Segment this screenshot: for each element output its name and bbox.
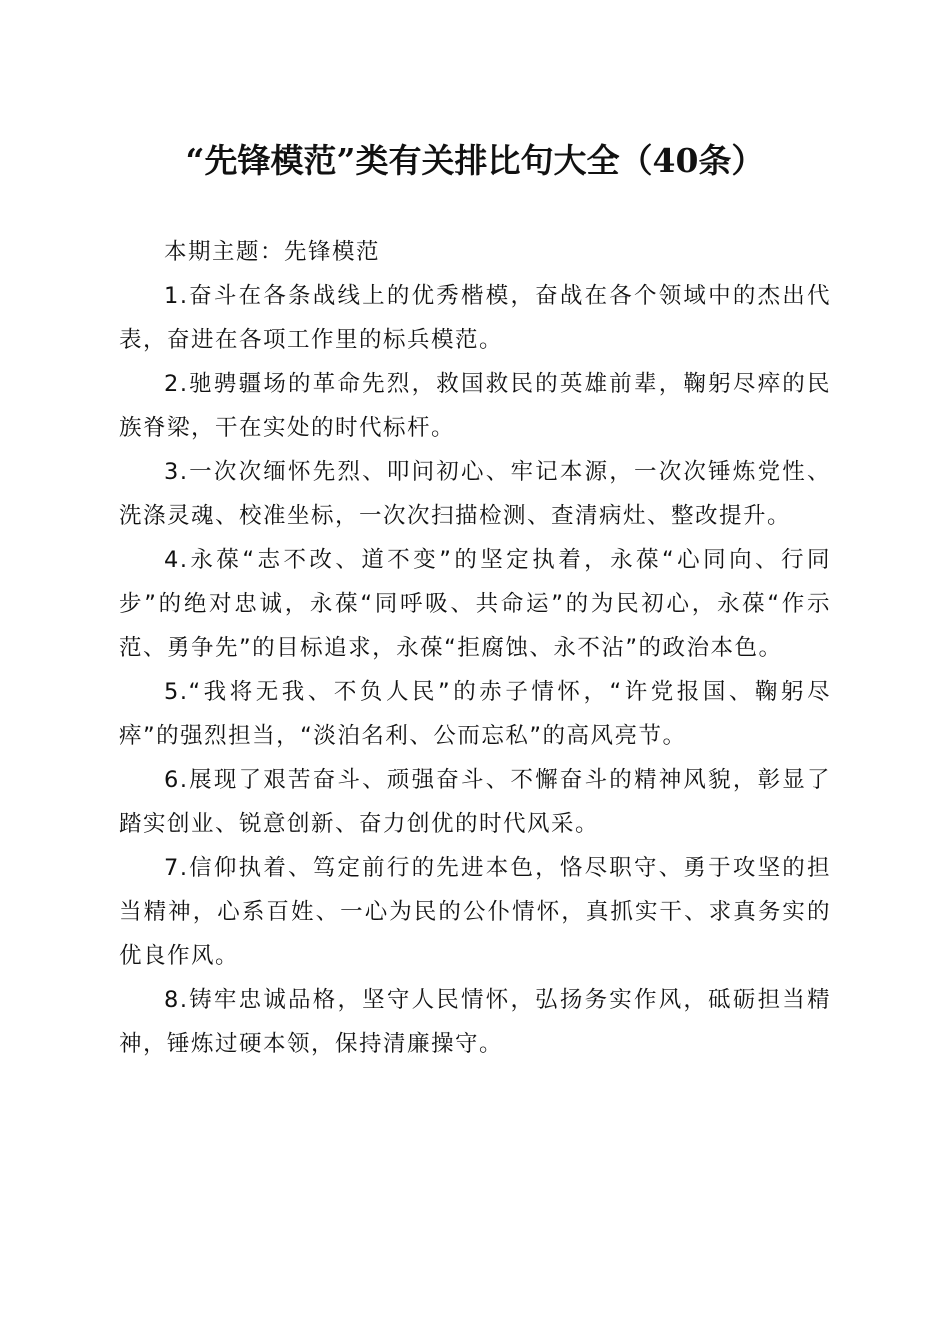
paragraph-4: 4.永葆“志不改、道不变”的坚定执着，永葆“心同向、行同步”的绝对忠诚，永葆“同呼吸、共命运”的为民初心，永葆“作示范、勇争先”的目标追求，永葆“拒腐蚀、永不沾”的政治本色。	[119, 547, 831, 661]
document-body	[119, 230, 831, 1066]
paragraph-2: 2.驰骋疆场的革命先烈，救国救民的英雄前辈，鞠躬尽瘁的民族脊梁，干在实处的时代标杆。	[119, 371, 831, 441]
paragraph-3: 3.一次次缅怀先烈、叩问初心、牢记本源，一次次锤炼党性、洗涤灵魂、校准坐标，一次次扫描检测、查清病灶、整改提升。	[119, 459, 831, 529]
page-title: “先锋模范”类有关排比句大全（40条）	[185, 141, 765, 180]
paragraph-7: 7.信仰执着、笃定前行的先进本色，恪尽职守、勇于攻坚的担当精神，心系百姓、一心为民的公仆情怀，真抓实干、求真务实的优良作风。	[119, 855, 831, 969]
paragraph-1: 1.奋斗在各条战线上的优秀楷模，奋战在各个领域中的杰出代表，奋进在各项工作里的标兵模范。	[119, 283, 831, 353]
theme-line: 本期主题：先锋模范	[164, 239, 381, 265]
paragraph-5: 5.“我将无我、不负人民”的赤子情怀，“许党报国、鞠躬尽瘁”的强烈担当，“淡泊名利、公而忘私”的高风亮节。	[119, 679, 831, 749]
paragraph-6: 6.展现了艰苦奋斗、顽强奋斗、不懈奋斗的精神风貌，彰显了踏实创业、锐意创新、奋力创优的时代风采。	[119, 767, 831, 837]
paragraph-8: 8.铸牢忠诚品格，坚守人民情怀，弘扬务实作风，砥砺担当精神，锤炼过硬本领，保持清廉操守。	[119, 987, 831, 1057]
